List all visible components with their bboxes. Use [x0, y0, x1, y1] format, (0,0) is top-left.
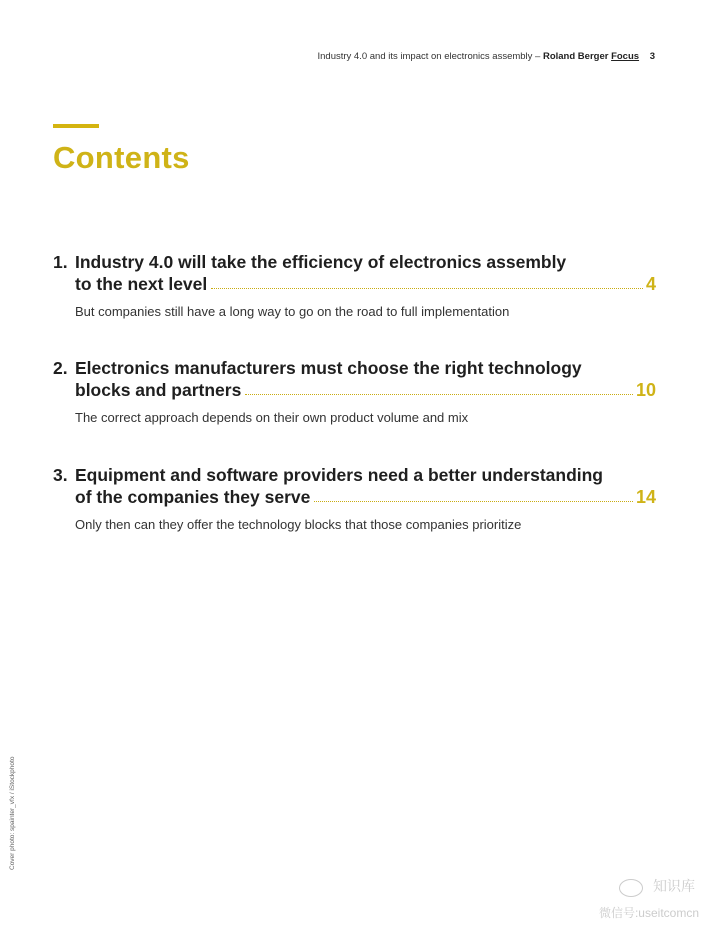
toc-entry-number: 3.: [53, 465, 68, 485]
watermark-logo: 知识库: [653, 878, 695, 894]
toc-entry-1[interactable]: [53, 251, 656, 319]
toc-entry-page[interactable]: 10: [635, 380, 656, 400]
header-focus: Focus: [611, 51, 640, 62]
toc-entry-2[interactable]: [53, 357, 656, 425]
toc-entry-3[interactable]: [53, 464, 656, 532]
toc-entry-title-line1: Equipment and software providers need a better understanding: [75, 465, 603, 485]
toc-entry-title-line1: Industry 4.0 will take the efficiency of electronics assembly: [75, 252, 567, 272]
toc-entry-subtitle: But companies still have a long way to go on the road to full implementation: [75, 304, 510, 319]
toc-entry-subtitle: The correct approach depends on their own product volume and mix: [75, 410, 469, 425]
toc-entry-number: 1.: [53, 252, 68, 272]
toc-entry-page[interactable]: 14: [635, 487, 656, 507]
header-brand: Roland Berger: [542, 51, 609, 62]
toc-entry-subtitle: Only then can they offer the technology blocks that those companies prioritize: [75, 517, 522, 532]
header-page-number: 3: [649, 51, 655, 62]
watermark-id: 微信号:useitcomcn: [598, 906, 699, 920]
toc-entry-title-line2: blocks and partners: [75, 380, 242, 400]
running-header: [318, 51, 656, 62]
toc-entry-page[interactable]: 4: [645, 274, 656, 294]
toc-leader-dots: [245, 393, 633, 395]
header-doc-title: Industry 4.0 and its impact on electronics assembly –: [317, 51, 541, 62]
wechat-bubble-icon: [619, 879, 643, 897]
toc-leader-dots: [314, 500, 633, 502]
title-accent-bar: [53, 124, 99, 128]
toc-entry-title-line2: of the companies they serve: [75, 487, 311, 507]
toc-leader-dots: [211, 287, 643, 289]
toc-entry-title-line2: to the next level: [75, 274, 208, 294]
photo-credit: Cover photo: spainter_vfx / iStockphoto: [9, 756, 16, 870]
toc-entry-title-line1: Electronics manufacturers must choose the right technology: [75, 358, 582, 378]
page-title: Contents: [53, 140, 190, 175]
toc-entry-number: 2.: [53, 358, 68, 378]
